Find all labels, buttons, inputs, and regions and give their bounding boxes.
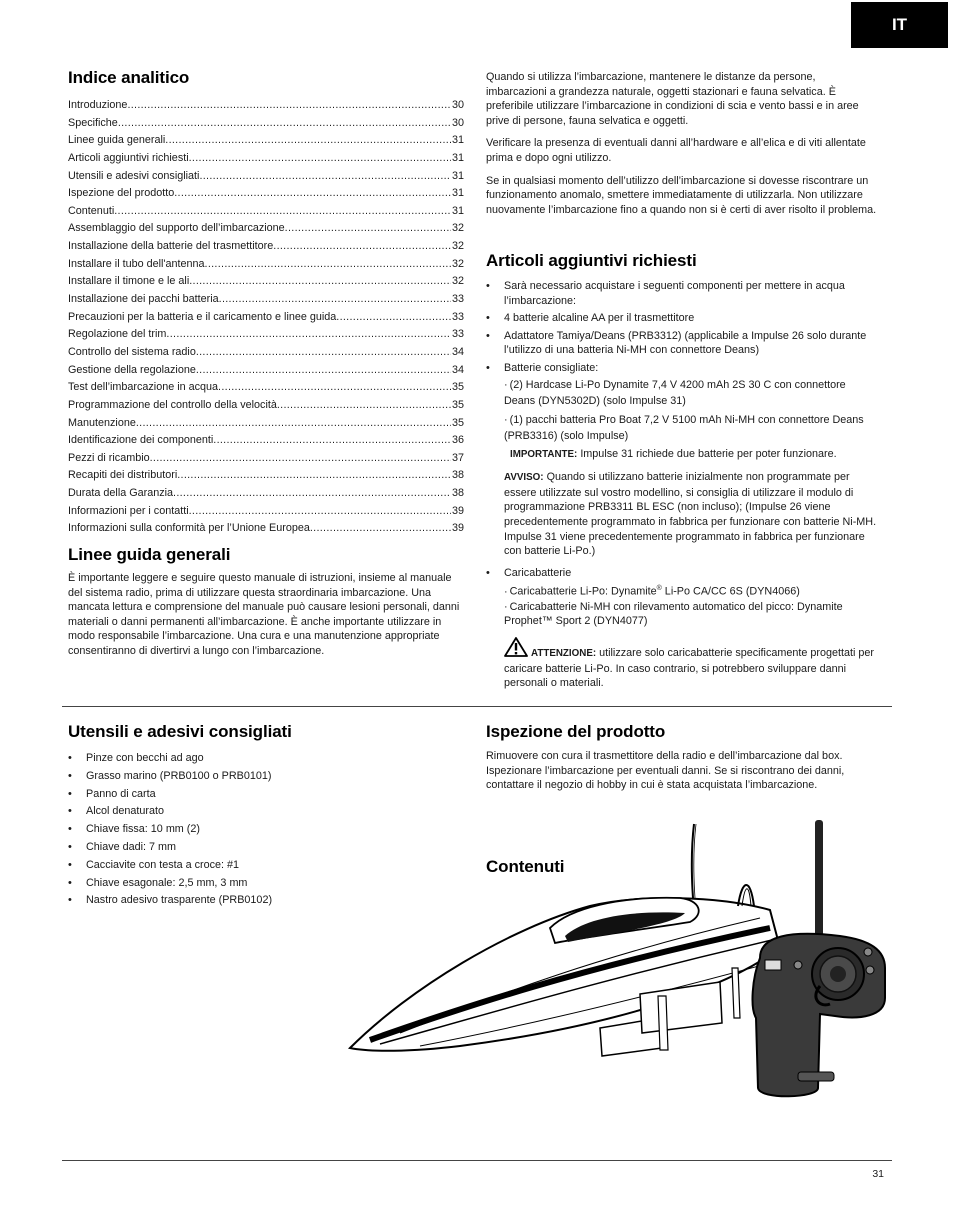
toc-leader-dots	[218, 380, 451, 398]
toc-entry-page: 31	[451, 134, 464, 147]
toc-leader-dots	[213, 433, 451, 451]
important-text: Impulse 31 richiede due batterie per poter funzionare.	[580, 447, 837, 460]
toc-entry-label: Installare il timone e le ali	[68, 275, 190, 288]
toc-entry-page: 31	[451, 151, 464, 164]
toc-entry[interactable]	[68, 468, 464, 486]
language-tab: IT	[851, 2, 948, 48]
toc-leader-dots	[118, 116, 451, 134]
toc-entry-label: Assemblaggio del supporto dell’imbarcazione	[68, 222, 285, 235]
toc-entry-label: Ispezione del prodotto	[68, 187, 175, 200]
toc-leader-dots	[273, 239, 451, 257]
list-item-label: Batterie consigliate:	[504, 361, 599, 374]
general-guidelines-text: È importante leggere e seguire questo manuale di istruzioni, insieme al manuale del sistema radio, prima di utilizzare questa straordinaria imbarcazione. Una mancata lettura e comprensione del manuale può causare lesioni personali, danni materiali o danni permanenti all’imbarcazione. È anche importante utilizzare in modo responsabile l’imbarcazione. Una cura e una manutenzione appropriate consentiranno di divertirvi a lungo con l’imbarcazione.	[68, 572, 460, 657]
toc-entry[interactable]	[68, 504, 464, 522]
toc-entry-label: Contenuti	[68, 204, 115, 217]
toc-entry[interactable]	[68, 292, 464, 310]
inspection-section	[486, 722, 886, 793]
toc-entry-page: 35	[451, 398, 464, 411]
toc-entry-page: 37	[451, 451, 464, 464]
list-item	[486, 566, 878, 691]
toc-entry[interactable]	[68, 416, 464, 434]
toc-entry[interactable]	[68, 239, 464, 257]
list-item: • Chiave esagonale: 2,5 mm, 3 mm	[68, 875, 464, 893]
list-item: • Grasso marino (PRB0100 o PRB0101)	[68, 768, 464, 786]
list-item-label: Caricabatterie	[504, 566, 572, 579]
toc-leader-dots	[127, 98, 451, 116]
toc-entry-label: Gestione della regolazione	[68, 363, 196, 376]
toc-entry-label: Controllo del sistema radio	[68, 345, 196, 358]
toc-entry-label: Installazione dei pacchi batteria	[68, 293, 219, 306]
toc-leader-dots	[277, 398, 451, 416]
toc-entry-page: 31	[451, 204, 464, 217]
tools-title: Utensili e adesivi consigliati	[68, 722, 292, 741]
toc-leader-dots	[166, 327, 451, 345]
toc-entry[interactable]	[68, 221, 464, 239]
toc-entry-label: Manutenzione	[68, 416, 136, 429]
toc-entry-label: Recapiti dei distributori	[68, 469, 178, 482]
list-item: • 4 batterie alcaline AA per il trasmettitore	[486, 311, 878, 326]
toc-entry[interactable]	[68, 380, 464, 398]
toc-entry-page: 38	[451, 487, 464, 500]
sub-item: · (2) Hardcase Li-Po Dynamite 7,4 V 4200 mAh 2S 30 C con connettore Deans (DYN5302D) (solo Impulse 31)	[504, 378, 846, 408]
warning-note	[504, 637, 878, 691]
inspection-text: Rimuovere con cura il trasmettitore della radio e dell’imbarcazione dal box. Ispezionare l’imbarcazione per eventuali danni. Se si riscontrano dei danni, contattare il negozio di hobby in cui è stata acquistata l’imbarcazione.	[486, 750, 845, 792]
inspection-title: Ispezione del prodotto	[486, 722, 666, 741]
toc-entry-page: 36	[451, 434, 464, 447]
toc-leader-dots	[150, 451, 451, 469]
general-guidelines-title: Linee guida generali	[68, 545, 231, 564]
toc-entry-label: Informazioni per i contatti	[68, 504, 189, 517]
required-items-list	[486, 279, 878, 691]
toc-leader-dots	[196, 345, 451, 363]
required-items-section	[486, 251, 878, 691]
list-item: • Adattatore Tamiya/Deans (PRB3312) (applicabile a Impulse 26 solo durante l’utilizzo di una batteria Ni-MH con connettore Deans)	[486, 329, 878, 358]
toc-leader-dots	[189, 274, 451, 292]
footer-divider	[62, 1160, 892, 1161]
registered-mark: ®	[656, 585, 662, 593]
list-item: • Nastro adesivo trasparente (PRB0102)	[68, 892, 464, 910]
toc-entry[interactable]	[68, 98, 464, 116]
page-number: 31	[872, 1168, 884, 1180]
toc-entry-label: Specifiche	[68, 116, 118, 129]
usage-note-malfunction: Se in qualsiasi momento dell’utilizzo dell’imbarcazione si dovesse riscontrare un funzionamento anomalo, smettere immediatamente di utilizzarla. Non utilizzare nuovamente l’imbarcazione fino a quando non si è certi di aver risolto il problema.	[486, 174, 877, 216]
toc-leader-dots	[336, 310, 451, 328]
sub-item-text: Caricabatterie Li-Po: Dynamite	[509, 585, 657, 598]
toc-list	[68, 98, 464, 539]
required-items-title: Articoli aggiuntivi richiesti	[486, 251, 697, 270]
toc-leader-dots	[199, 169, 451, 187]
toc-entry[interactable]	[68, 169, 464, 187]
toc-entry[interactable]	[68, 363, 464, 381]
notice-text: Quando si utilizzano batterie inizialmente non programmate per essere utilizzate sul vostro modellino, si consiglia di utilizzare il modulo di programmazione PRB3311 BL ESC (non incluso); (Impulse 26 viene precedentemente programmato in fabbrica per funzionare con batterie Ni-MH. Impulse 31 viene precedentemente programmato in fabbrica per funzionare con batterie Li-Po.)	[504, 471, 877, 558]
toc-section	[68, 68, 464, 539]
notice-note	[504, 470, 878, 559]
toc-entry-label: Installazione della batterie del trasmettitore	[68, 240, 274, 253]
toc-leader-dots	[205, 257, 451, 275]
toc-leader-dots	[136, 416, 451, 434]
sub-item-text: Caricabatterie Ni-MH con rilevamento automatico del picco: Dynamite Prophet™ Sport 2 (DYN4077)	[504, 600, 843, 627]
toc-entry-page: 32	[451, 257, 464, 270]
toc-entry-page: 35	[451, 416, 464, 429]
important-label: IMPORTANTE:	[510, 448, 578, 460]
toc-entry-page: 31	[451, 187, 464, 200]
list-item	[486, 361, 878, 559]
toc-leader-dots	[174, 186, 451, 204]
toc-entry[interactable]	[68, 327, 464, 345]
usage-note-distance: Quando si utilizza l’imbarcazione, mantenere le distanze da persone, imbarcazioni a grandezza naturale, oggetti stazionari e fauna selvatica. È preferibile utilizzare l’imbarcazione in condizioni di scia e vento bassi e in aree prive di persone, fauna selvatica e oggetti.	[486, 71, 859, 127]
toc-entry-page: 33	[451, 293, 464, 306]
toc-leader-dots	[165, 133, 451, 151]
toc-entry-page: 32	[451, 275, 464, 288]
list-item: • Pinze con becchi ad ago	[68, 750, 464, 768]
toc-entry-page: 39	[451, 522, 464, 535]
toc-entry[interactable]	[68, 204, 464, 222]
toc-entry[interactable]	[68, 486, 464, 504]
toc-leader-dots	[189, 504, 451, 522]
toc-entry-page: 35	[451, 381, 464, 394]
toc-entry-page: 30	[451, 99, 464, 111]
toc-entry-page: 34	[451, 345, 464, 358]
toc-leader-dots	[114, 204, 451, 222]
general-guidelines-section	[68, 545, 464, 659]
toc-entry-page: 33	[451, 328, 464, 341]
toc-entry-label: Articoli aggiuntivi richiesti	[68, 151, 189, 164]
toc-entry[interactable]	[68, 433, 464, 451]
transmitter	[753, 820, 885, 1096]
usage-note-inspection: Verificare la presenza di eventuali danni all’hardware e all’elica e di viti allentate prima e dopo ogni utilizzo.	[486, 137, 866, 164]
toc-entry[interactable]	[68, 151, 464, 169]
toc-entry-page: 38	[451, 469, 464, 482]
warning-text: utilizzare solo caricabatterie specificamente progettati per caricare batterie Li-Po. In caso contrario, si potrebbero sviluppare danni personali o materiali.	[504, 646, 874, 690]
toc-entry-label: Installare il tubo dell'antenna	[68, 257, 205, 270]
notice-label: AVVISO:	[504, 472, 544, 484]
toc-entry[interactable]	[68, 257, 464, 275]
toc-leader-dots	[310, 521, 451, 539]
toc-entry[interactable]	[68, 451, 464, 469]
toc-entry-label: Pezzi di ricambio	[68, 451, 150, 464]
list-item: • Chiave fissa: 10 mm (2)	[68, 821, 464, 839]
toc-entry-label: Test dell’imbarcazione in acqua	[68, 381, 219, 394]
toc-leader-dots	[189, 151, 451, 169]
warning-label: ATTENZIONE:	[531, 647, 597, 659]
sub-item-text: Li-Po CA/CC 6S (DYN4066)	[661, 585, 800, 598]
toc-entry-label: Utensili e adesivi consigliati	[68, 169, 200, 182]
list-item: • Alcol denaturato	[68, 803, 464, 821]
toc-entry-page: 30	[451, 116, 464, 129]
sub-item-text: (2) Hardcase Li-Po Dynamite 7,4 V 4200 mAh 2S 30 C con connettore Deans (DYN5302D) (solo Impulse 31)	[504, 378, 846, 408]
toc-entry-label: Regolazione del trim	[68, 328, 167, 341]
toc-entry-page: 33	[451, 310, 464, 323]
toc-entry[interactable]	[68, 521, 464, 539]
toc-leader-dots	[196, 363, 451, 381]
toc-leader-dots	[173, 486, 451, 504]
toc-entry-page: 31	[451, 169, 464, 182]
toc-leader-dots	[285, 221, 451, 239]
toc-entry[interactable]	[68, 310, 464, 328]
toc-entry-label: Programmazione del controllo della velocità	[68, 398, 277, 411]
toc-entry-page: 34	[451, 363, 464, 376]
list-item: • Chiave dadi: 7 mm	[68, 839, 464, 857]
toc-entry-label: Informazioni sulla conformità per l’Unione Europea	[68, 522, 310, 535]
toc-entry-label: Identificazione dei componenti	[68, 434, 214, 447]
list-item: • Cacciavite con testa a croce: #1	[68, 857, 464, 875]
toc-entry-label: Precauzioni per la batteria e il caricamento e linee guida	[68, 310, 337, 323]
list-item: • Sarà necessario acquistare i seguenti componenti per mettere in acqua l’imbarcazione:	[486, 279, 878, 308]
toc-entry-label: Linee guida generali	[68, 134, 166, 147]
list-item: • Panno di carta	[68, 786, 464, 804]
toc-entry[interactable]	[68, 398, 464, 416]
section-divider	[62, 706, 892, 707]
usage-notes-section	[486, 70, 878, 217]
toc-leader-dots	[177, 468, 451, 486]
toc-entry-page: 32	[451, 222, 464, 235]
boat-hull	[350, 885, 780, 1051]
toc-entry-label: Durata della Garanzia	[68, 487, 174, 500]
toc-entry-page: 32	[451, 240, 464, 253]
toc-title: Indice analitico	[68, 68, 190, 87]
sub-item-text: (1) pacchi batteria Pro Boat 7,2 V 5100 mAh Ni-MH con connettore Deans (PRB3316) (solo Impulse)	[504, 413, 864, 443]
toc-entry[interactable]	[68, 186, 464, 204]
toc-entry-label: Introduzione	[68, 99, 128, 111]
toc-entry[interactable]	[68, 345, 464, 363]
sub-item: · (1) pacchi batteria Pro Boat 7,2 V 5100 mAh Ni-MH con connettore Deans (PRB3316) (solo Impulse)	[504, 413, 864, 443]
toc-leader-dots	[219, 292, 451, 310]
toc-entry-page: 39	[451, 504, 464, 517]
boat-and-transmitter-illustration	[340, 818, 900, 1103]
sub-item: · Caricabatterie Ni-MH con rilevamento automatico del picco: Dynamite Prophet™ Sport 2 (DYN4077)	[504, 600, 843, 627]
toc-entry[interactable]	[68, 274, 464, 292]
toc-entry[interactable]	[68, 116, 464, 134]
toc-entry[interactable]	[68, 133, 464, 151]
sub-item: · Caricabatterie Li-Po: Dynamite® Li-Po CA/CC 6S (DYN4066)	[504, 585, 800, 598]
contents-title: Contenuti	[486, 857, 565, 876]
important-note	[504, 447, 878, 463]
warning-triangle-icon	[504, 637, 528, 662]
